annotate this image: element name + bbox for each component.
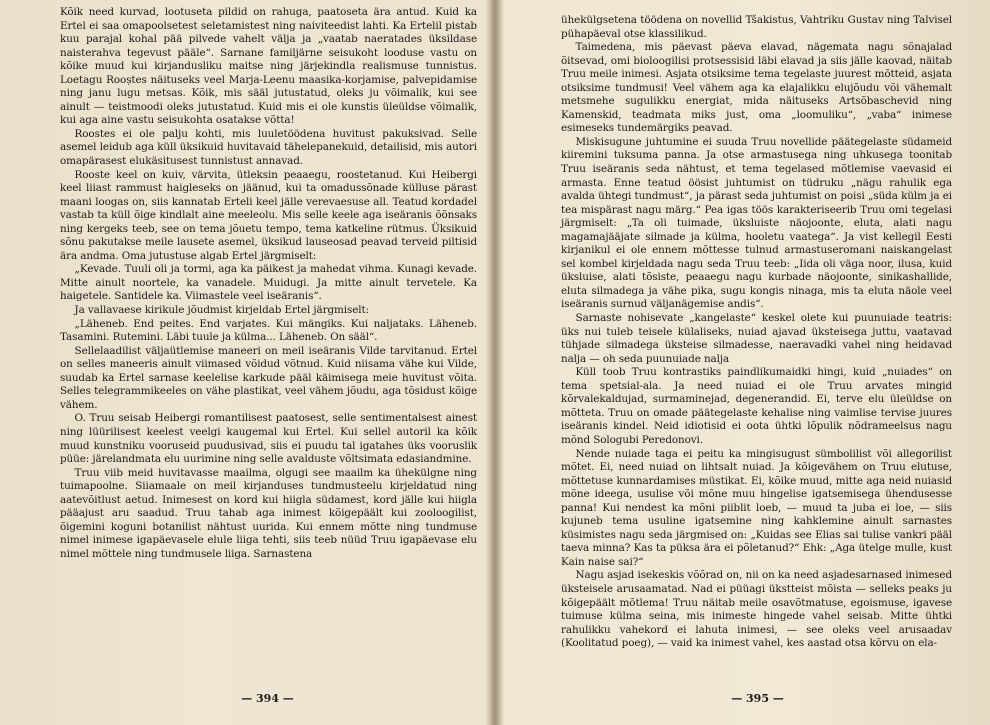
paragraph: „Läheneb. End peites. End varjates. Kui mängiks. Kui naljataks. Läheneb. Tasamini. Rutemini. Läbi tuule ja külma... Läheneb. On sääl“.: [60, 317, 477, 344]
right-page: [495, 0, 990, 725]
page-number: — 394 —: [241, 692, 294, 705]
paragraph: Miskisugune juhtumine ei suuda Truu novellide päätegelaste südameid kiiremini tuksuma panna. Ja otse armastusega ning uhkusega toonitab Truu iseäranis seda nähtust, et tema tegelased mõtlemise vaevasid ei armasta. Enne teatud öösist juhtumist on tüdruku „nägu rahulik ega avalda ühtegi tundmust“, ja pärast seda juhtumist on poisi „süda külm ja ei tea mispärast nagu märg.“ Pea igas töös karakteriseerib Truu omi tegelasi järgmiselt: „Ta oli tuimade, üksluiste näojoonte, eluta, alati nagu magamajääjate silmade ja külma, hooletu vaatega“. Ja vist kellegil Eesti kirjanikul ei ole ennem mõttesse tulnud armastuseromani naiskangelast sel kombel kirjeldada nagu seda Truu teeb: „Iida oli väga noor, ilusa, kuid üksluise, alati tõsiste, peaaegu nagu kurbade näojoonte, sinikashallide, eluta silmadega ja vähe pika, sugu kongis ninaga, mis ta eluta näole veel iseäranis surnud väljanägemise andis“.: [561, 135, 952, 311]
page-number: — 395 —: [731, 692, 784, 705]
paragraph: Truu viib meid huvitavasse maailma, olgugi see maailm ka ühekülgne ning tuimapoolne. Siiamaale on meil kirjanduses tundmusteelu kirjeldatud ning aatevõitlust aetud. Inimesest on kord kui hiigla südamest, kord jälle kui hiigla pääajust aru saadud. Truu tahab aga inimest kõigepäält kui zooloogilist, õigemini koguni botanilist nähtust uurida. Kui ennem mõtte ning tundmuse nimel inimese igapäevasele elule liiga tehti, siis teeb nüüd Truu igapäevase elu nimel mõttele ning tundmusele liiga. Sarnastena: [60, 466, 477, 560]
paragraph: Sellelaadilist väljaütlemise maneeri on meil iseäranis Vilde tarvitanud. Ertel on selles maneeris ainult viimased võidud võtnud. Kuid niisama vähe kui Vilde, suudab ka Ertel sarnase keelelise karkude pääl käimisega meie huvitust võita. Selles telegrammikeeles on vähe plastikat, veel vähem jõudu, aga tõsidust kõige vähem.: [60, 344, 477, 411]
paragraph: Ja vallavaese kirikule jõudmist kirjeldab Ertel järgmiselt:: [74, 304, 369, 317]
paragraph: Nagu asjad isekeskis võõrad on, nii on ka need asjadesarnased inimesed üksteisele arusaamatad. Nad ei püüagi ükstteist mõista — selleks peaks ju kõigepäält mõtlema! Truu näitab meile osavõtmatuse, egoismuse, igavese tuimuse külma seina, mis inimeste hingede vahel seisab. Mitte ühtki rahulikku vahekord ei lahuta inimesi, — see oleks veel arusaadav (Koolitatud poeg), — vaid ka inimest vahel, kes aastad otsa kõrvu on ela-: [561, 569, 952, 650]
paragraph: „Kevade. Tuuli oli ja tormi, aga ka päikest ja mahedat vihma. Kunagi kevade. Mitte ainult noortele, ka vanadele. Muidugi. Ja mitte ainult tervetele. Ka haigetele. Santidele ka. Viimastele veel iseäranis“.: [60, 263, 477, 303]
paragraph: ühekülgsetena töödena on novellid Tšakistus, Vahtriku Gustav ning Talvisel pühapäeval otse klassilikud.: [561, 14, 952, 40]
right-page-text: [561, 14, 952, 651]
paragraph: Nende nuiade taga ei peitu ka mingisugust sümbolilist või allegorilist mõtet. Ei, need nuiad on lihtsalt nuiad. Ja kõigevähem on Truu elutuse, mõttetuse kunnardamises müstikat. Ei, kõike muud, mitte aga neid nuiasid mõne ideega, usulise või mõne muu hingelise igatsemisega ühendusesse panna! Kui nendest ka mõni piiblit loeb, — muud ta juba ei loe, — siis kujuneb tema usuline igatsemine ning kahklemine ainult sarnastes küsimistes nagu seda järgmised on: „Kuidas see Elias sai tulise vankri pääl taeva minna? Kas ta püksa ära ei põletanud?“ Ehk: „Aga ütelge mulle, kust Kain naise sai?“: [561, 447, 952, 568]
paragraph: Küll toob Truu kontrastiks paindlikumaidki hingi, kuid „nuiades“ on tema spetsial-ala. Ja need nuiad ei ole Truu arvates mingid kõrvalekaldujad, surmaminejad, degenerandid. Ei, terve elu üleüldse on mõtteta. Truu on omade päätegelaste kehalise ning vaimlise tervise juures iseäranis kindel. Neid idiotisid ei oota ühtki lõpulik nõdrameelsus nagu mõnd Sologubi Peredonovi.: [561, 366, 952, 446]
paragraph: Taimedena, mis päevast päeva elavad, nägemata nagu sõnajalad õitsevad, omi bioloogilisi protsessisid läbi elavad ja siis jälle kaovad, näitab Truu meile inimesi. Asjata otsiksime tema tegelaste juurest mõtteid, asjata otsiksime tundmusi! Veel vähem aga ka elajalikku elujõudu või vähemalt metsmehe sugulikku energiat, mida näituseks Artsõbaschevid ning Kamenskid, teadmata miks just, oma „loomuliku“, „vaba“ inimese esimeseks tundemärgiks peavad.: [561, 41, 952, 135]
paragraph: Sarnaste nohisevate „kangelaste“ keskel olete kui puunuiade teatris: üks nui tuleb teisele külaliseks, nuiad ajavad üksteisega juttu, vaatavad tühjade silmadega üksteise silmadesse, naeravadki vahel ning heidavad nalja — oh seda puunuiade nalja: [561, 312, 952, 365]
paragraph: O. Truu seisab Heibergi romantilisest paatosest, selle sentimentalsest ainest ning lüürilisest keelest veelgi kaugemal kui Ertel. Kui sellel autoril ka kõik muud kunstniku vooruseid puudusivad, siis ei puudu tal igatahes üks vooruslik püüe: järelandmata elu uurimine ning selle avalduste võltsimata edasiandmine.: [60, 412, 477, 466]
paragraph: Rooste keel on kuiv, värvita, ütleksin peaaegu, roostetanud. Kui Heibergi keel liiast rammust haigleseks on jäänud, kui ta omadussõnade külluse pärast maani loogas on, siis kannatab Erteli keel jälle verevaesuse all. Teatud kordadel vastab ta küll õige kindlalt aine meeleolu. Mis selle keele aga iseäranis õõnsaks ning kergeks teeb, see on tema jõuetu tempo, tema katkeline rütmus. Üksikuid sõnu pakutakse meile lausete asemel, üksikud lauseosad peavad terveid piltisid ära andma. Oma jutustuse algab Ertel järgmiselt:: [60, 168, 477, 262]
paragraph: Kõik need kurvad, lootuseta pildid on rahuga, paatoseta ära antud. Kuid ka Ertel ei saa omapoolsetest seletamistest ning naiviteedist lahti. Ka Ertelil pistab kuu parajal kohal pää pilvede vahelt välja ja „vaatab naeratades üksildase naisterahva tegevust pääle“. Sarnane familjärne seisukoht looduse vastu on kõike muud kui kirjandusliku maitse ning järjekindla realismuse tunnistus. Loetagu Rooștes näituseks veel Marja-Leenu maasika-korjamise, palvepidamise ning janu lugu metsas. Kõik, mis sääl jutustatud, oleks ju võimalik, kui see ainult — teistmoodi oleks jutustatud. Kuid mis ei ole kunstis üleüldse võimalik, kui aga aine vastu seisukohta osatakse võtta!: [60, 6, 477, 127]
paragraph: Roostes ei ole palju kohti, mis luuletöödena huvitust pakuksivad. Selle asemel leidub aga küll üksikuid huvitavaid tähelepanekuid, detailisid, mis autori omapärasest elukäsitusest tunnistust annavad.: [60, 127, 477, 168]
left-page-text: [60, 6, 477, 561]
